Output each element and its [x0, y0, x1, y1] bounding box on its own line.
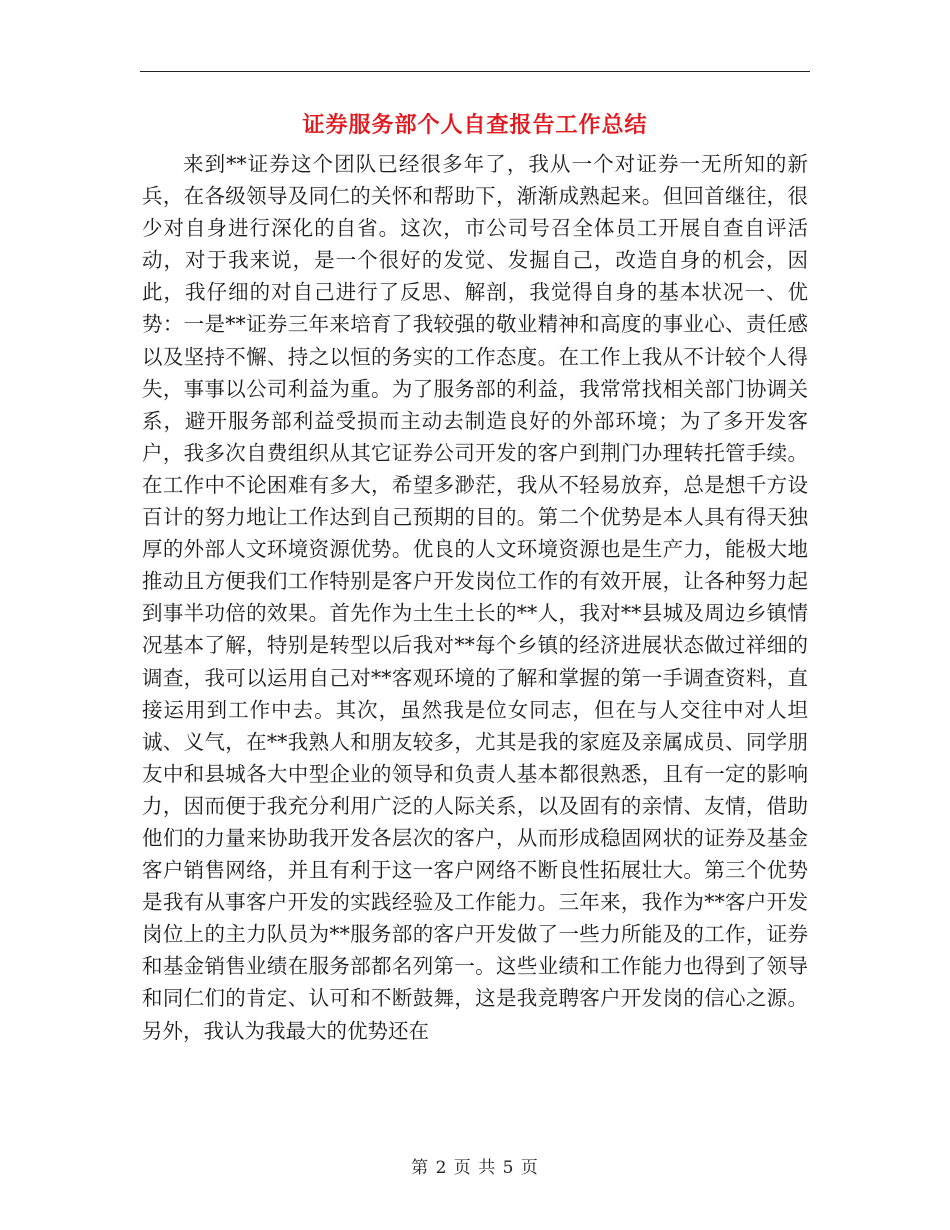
header-rule [140, 71, 810, 72]
page-number-footer: 第 2 页 共 5 页 [411, 1158, 539, 1178]
document-body [142, 148, 808, 1047]
body-paragraph: 来到**证券这个团队已经很多年了，我从一个对证券一无所知的新兵，在各级领导及同仁的关怀和帮助下，渐渐成熟起来。但回首继往，很少对自身进行深化的自省。这次，市公司号召全体员工开展自查自评活动，对于我来说，是一个很好的发觉、发掘自己，改造自身的机会，因此，我仔细的对自己进行了反思、解剖，我觉得自身的基本状况一、优势：一是**证券三年来培育了我较强的敬业精神和高度的事业心、责任感以及坚持不懈、持之以恒的务实的工作态度。在工作上我从不计较个人得失，事事以公司利益为重。为了服务部的利益，我常常找相关部门协调关系，避开服务部利益受损而主动去制造良好的外部环境；为了多开发客户，我多次自费组织从其它证券公司开发的客户到荆门办理转托管手续。在工作中不论困难有多大，希望多渺茫，我从不轻易放弃，总是想千方设百计的努力地让工作达到自己预期的目的。第二个优势是本人具有得天独厚的外部人文环境资源优势。优良的人文环境资源也是生产力，能极大地推动且方便我们工作特别是客户开发岗位工作的有效开展，让各种努力起到事半功倍的效果。首先作为土生土长的**人，我对**县城及周边乡镇情况基本了解，特别是转型以后我对**每个乡镇的经济进展状态做过祥细的调查，我可以运用自己对**客观环境的了解和掌握的第一手调查资料，直接运用到工作中去。其次，虽然我是位女同志，但在与人交往中对人坦诚、义气，在**我熟人和朋友较多，尤其是我的家庭及亲属成员、同学朋友中和县城各大中型企业的领导和负责人基本都很熟悉，且有一定的影响力，因而便于我充分利用广泛的人际关系，以及固有的亲情、友情，借助他们的力量来协助我开发各层次的客户，从而形成稳固网状的证券及基金客户销售网络，并且有利于这一客户网络不断良性拓展壮大。第三个优势是我有从事客户开发的实践经验及工作能力。三年来，我作为**客户开发岗位上的主力队员为**服务部的客户开发做了一些力所能及的工作，证券和基金销售业绩在服务部都名列第一。这些业绩和工作能力也得到了领导和同仁们的肯定、认可和不断鼓舞，这是我竞聘客户开发岗的信心之源。另外，我认为我最大的优势还在 [142, 152, 808, 1043]
document-title: 证券服务部个人自查报告工作总结 [302, 113, 648, 138]
